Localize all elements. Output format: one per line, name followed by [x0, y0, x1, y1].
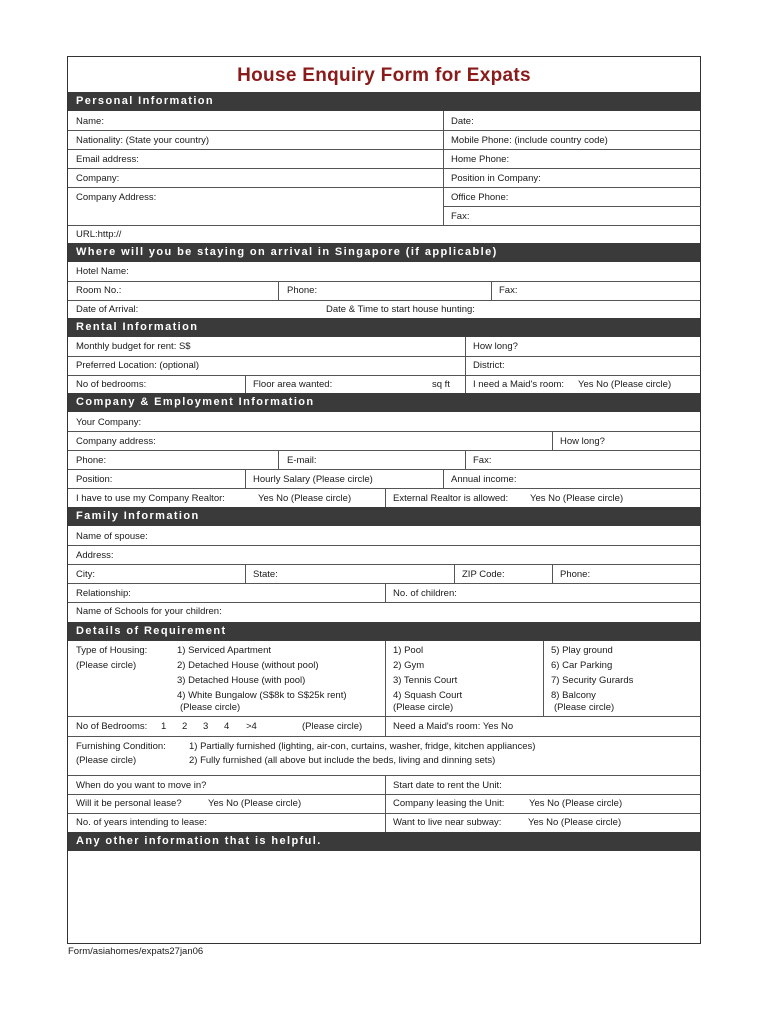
personal-lease-label: Will it be personal lease?	[76, 798, 182, 809]
feature-option[interactable]: 3) Tennis Court	[393, 675, 458, 686]
feature-circle-note: (Please circle)	[393, 702, 454, 713]
furnishing-circle-note: (Please circle)	[76, 755, 137, 766]
section-staying: Where will you be staying on arrival in Singapore (if applicable)	[68, 243, 700, 262]
lease-years-field[interactable]: No. of years intending to lease:	[76, 817, 207, 828]
section-company: Company & Employment Information	[68, 393, 700, 412]
housing-option[interactable]: 4) White Bungalow (S$8k to S$25k rent)	[177, 690, 347, 701]
form-title: House Enquiry Form for Expats	[237, 65, 531, 86]
subway-label: Want to live near subway:	[393, 817, 502, 828]
family-address-field[interactable]: Address:	[76, 550, 114, 561]
bedroom-option[interactable]: 4	[224, 721, 230, 732]
section-other-info: Any other information that is helpful.	[68, 832, 700, 851]
email-field[interactable]: Email address:	[76, 154, 139, 165]
bedroom-option[interactable]: 2	[182, 721, 188, 732]
company-address-field[interactable]: Company Address:	[76, 192, 157, 203]
bedroom-option[interactable]: 3	[203, 721, 209, 732]
preferred-location-field[interactable]: Preferred Location: (optional)	[76, 360, 200, 371]
relationship-field[interactable]: Relationship:	[76, 588, 131, 599]
home-phone-field[interactable]: Home Phone:	[451, 154, 510, 165]
house-hunting-field[interactable]: Date & Time to start house hunting:	[326, 304, 475, 315]
room-no-field[interactable]: Room No.:	[76, 285, 122, 296]
bedrooms-circle-note: (Please circle)	[302, 721, 363, 732]
section-personal: Personal Information	[68, 92, 700, 111]
maid-room-label: I need a Maid's room:	[473, 379, 565, 390]
company-field[interactable]: Company:	[76, 173, 120, 184]
state-field[interactable]: State:	[253, 569, 278, 580]
housing-option[interactable]: 3) Detached House (with pool)	[177, 675, 306, 686]
company-realtor-label: I have to use my Company Realtor:	[76, 493, 225, 504]
bedrooms-field[interactable]: No of bedrooms:	[76, 379, 147, 390]
employer-phone-field[interactable]: Phone:	[76, 455, 107, 466]
furnishing-label: Furnishing Condition:	[76, 741, 166, 752]
sqft-unit: sq ft	[432, 379, 450, 390]
annual-income-field[interactable]: Annual income:	[451, 474, 517, 485]
district-field[interactable]: District:	[473, 360, 505, 371]
enquiry-form	[67, 56, 701, 944]
bedroom-option[interactable]: >4	[246, 721, 257, 732]
feature-option[interactable]: 8) Balcony	[551, 690, 596, 701]
maid-room-options[interactable]: Yes No (Please circle)	[578, 379, 672, 390]
furnishing-option[interactable]: 1) Partially furnished (lighting, air-con, curtains, washer, fridge, kitchen appliances)	[189, 741, 536, 752]
schools-field[interactable]: Name of Schools for your children:	[76, 606, 222, 617]
bedrooms-label: No of Bedrooms:	[76, 721, 148, 732]
feature-option[interactable]: 2) Gym	[393, 660, 425, 671]
section-details: Details of Requirement	[68, 622, 700, 641]
feature-option[interactable]: 1) Pool	[393, 645, 424, 656]
budget-field[interactable]: Monthly budget for rent: S$	[76, 341, 191, 352]
rent-duration-field[interactable]: How long?	[473, 341, 518, 352]
url-field[interactable]: URL:http://	[76, 229, 122, 240]
form-reference: Form/asiahomes/expats27jan06	[68, 946, 204, 957]
housing-type-label: Type of Housing:	[76, 645, 148, 656]
housing-type-circle-note: (Please circle)	[76, 660, 137, 671]
company-leasing-options[interactable]: Yes No (Please circle)	[529, 798, 623, 809]
name-field[interactable]: Name:	[76, 116, 104, 127]
city-field[interactable]: City:	[76, 569, 95, 580]
housing-option[interactable]: 1) Serviced Apartment	[177, 645, 271, 656]
company-realtor-options[interactable]: Yes No (Please circle)	[258, 493, 352, 504]
fax-field[interactable]: Fax:	[451, 211, 470, 222]
mobile-phone-field[interactable]: Mobile Phone: (include country code)	[451, 135, 608, 146]
employment-duration-field[interactable]: How long?	[560, 436, 605, 447]
section-family: Family Information	[68, 507, 700, 526]
floor-area-field[interactable]: Floor area wanted:	[253, 379, 333, 390]
feature-option[interactable]: 5) Play ground	[551, 645, 613, 656]
office-phone-field[interactable]: Office Phone:	[451, 192, 509, 203]
feature-circle-note: (Please circle)	[554, 702, 615, 713]
your-company-field[interactable]: Your Company:	[76, 417, 142, 428]
start-date-field[interactable]: Start date to rent the Unit:	[393, 780, 502, 791]
pay-type-options[interactable]: Hourly Salary (Please circle)	[253, 474, 373, 485]
housing-option[interactable]: 2) Detached House (without pool)	[177, 660, 319, 671]
furnishing-option[interactable]: 2) Fully furnished (all above but include the beds, living and dinning sets)	[189, 755, 496, 766]
position-field[interactable]: Position in Company:	[451, 173, 541, 184]
other-info-area[interactable]	[68, 851, 700, 943]
external-realtor-options[interactable]: Yes No (Please circle)	[530, 493, 624, 504]
zip-code-field[interactable]: ZIP Code:	[462, 569, 505, 580]
children-count-field[interactable]: No. of children:	[393, 588, 457, 599]
arrival-date-field[interactable]: Date of Arrival:	[76, 304, 139, 315]
feature-option[interactable]: 4) Squash Court	[393, 690, 463, 701]
job-position-field[interactable]: Position:	[76, 474, 113, 485]
nationality-field[interactable]: Nationality: (State your country)	[76, 135, 210, 146]
date-field[interactable]: Date:	[451, 116, 474, 127]
external-realtor-label: External Realtor is allowed:	[393, 493, 509, 504]
employer-fax-field[interactable]: Fax:	[473, 455, 492, 466]
subway-options[interactable]: Yes No (Please circle)	[528, 817, 622, 828]
hotel-name-field[interactable]: Hotel Name:	[76, 266, 129, 277]
feature-option[interactable]: 6) Car Parking	[551, 660, 613, 671]
hotel-phone-field[interactable]: Phone:	[287, 285, 318, 296]
need-maid-room-options[interactable]: Need a Maid's room: Yes No	[393, 721, 514, 732]
employer-email-field[interactable]: E-mail:	[287, 455, 317, 466]
personal-lease-options[interactable]: Yes No (Please circle)	[208, 798, 302, 809]
company-leasing-label: Company leasing the Unit:	[393, 798, 505, 809]
spouse-name-field[interactable]: Name of spouse:	[76, 531, 148, 542]
move-in-field[interactable]: When do you want to move in?	[76, 780, 207, 791]
section-rental: Rental Information	[68, 318, 700, 337]
employer-address-field[interactable]: Company address:	[76, 436, 156, 447]
housing-circle-note: (Please circle)	[180, 702, 241, 713]
family-phone-field[interactable]: Phone:	[560, 569, 591, 580]
hotel-fax-field[interactable]: Fax:	[499, 285, 518, 296]
bedroom-option[interactable]: 1	[161, 721, 167, 732]
feature-option[interactable]: 7) Security Gurards	[551, 675, 634, 686]
